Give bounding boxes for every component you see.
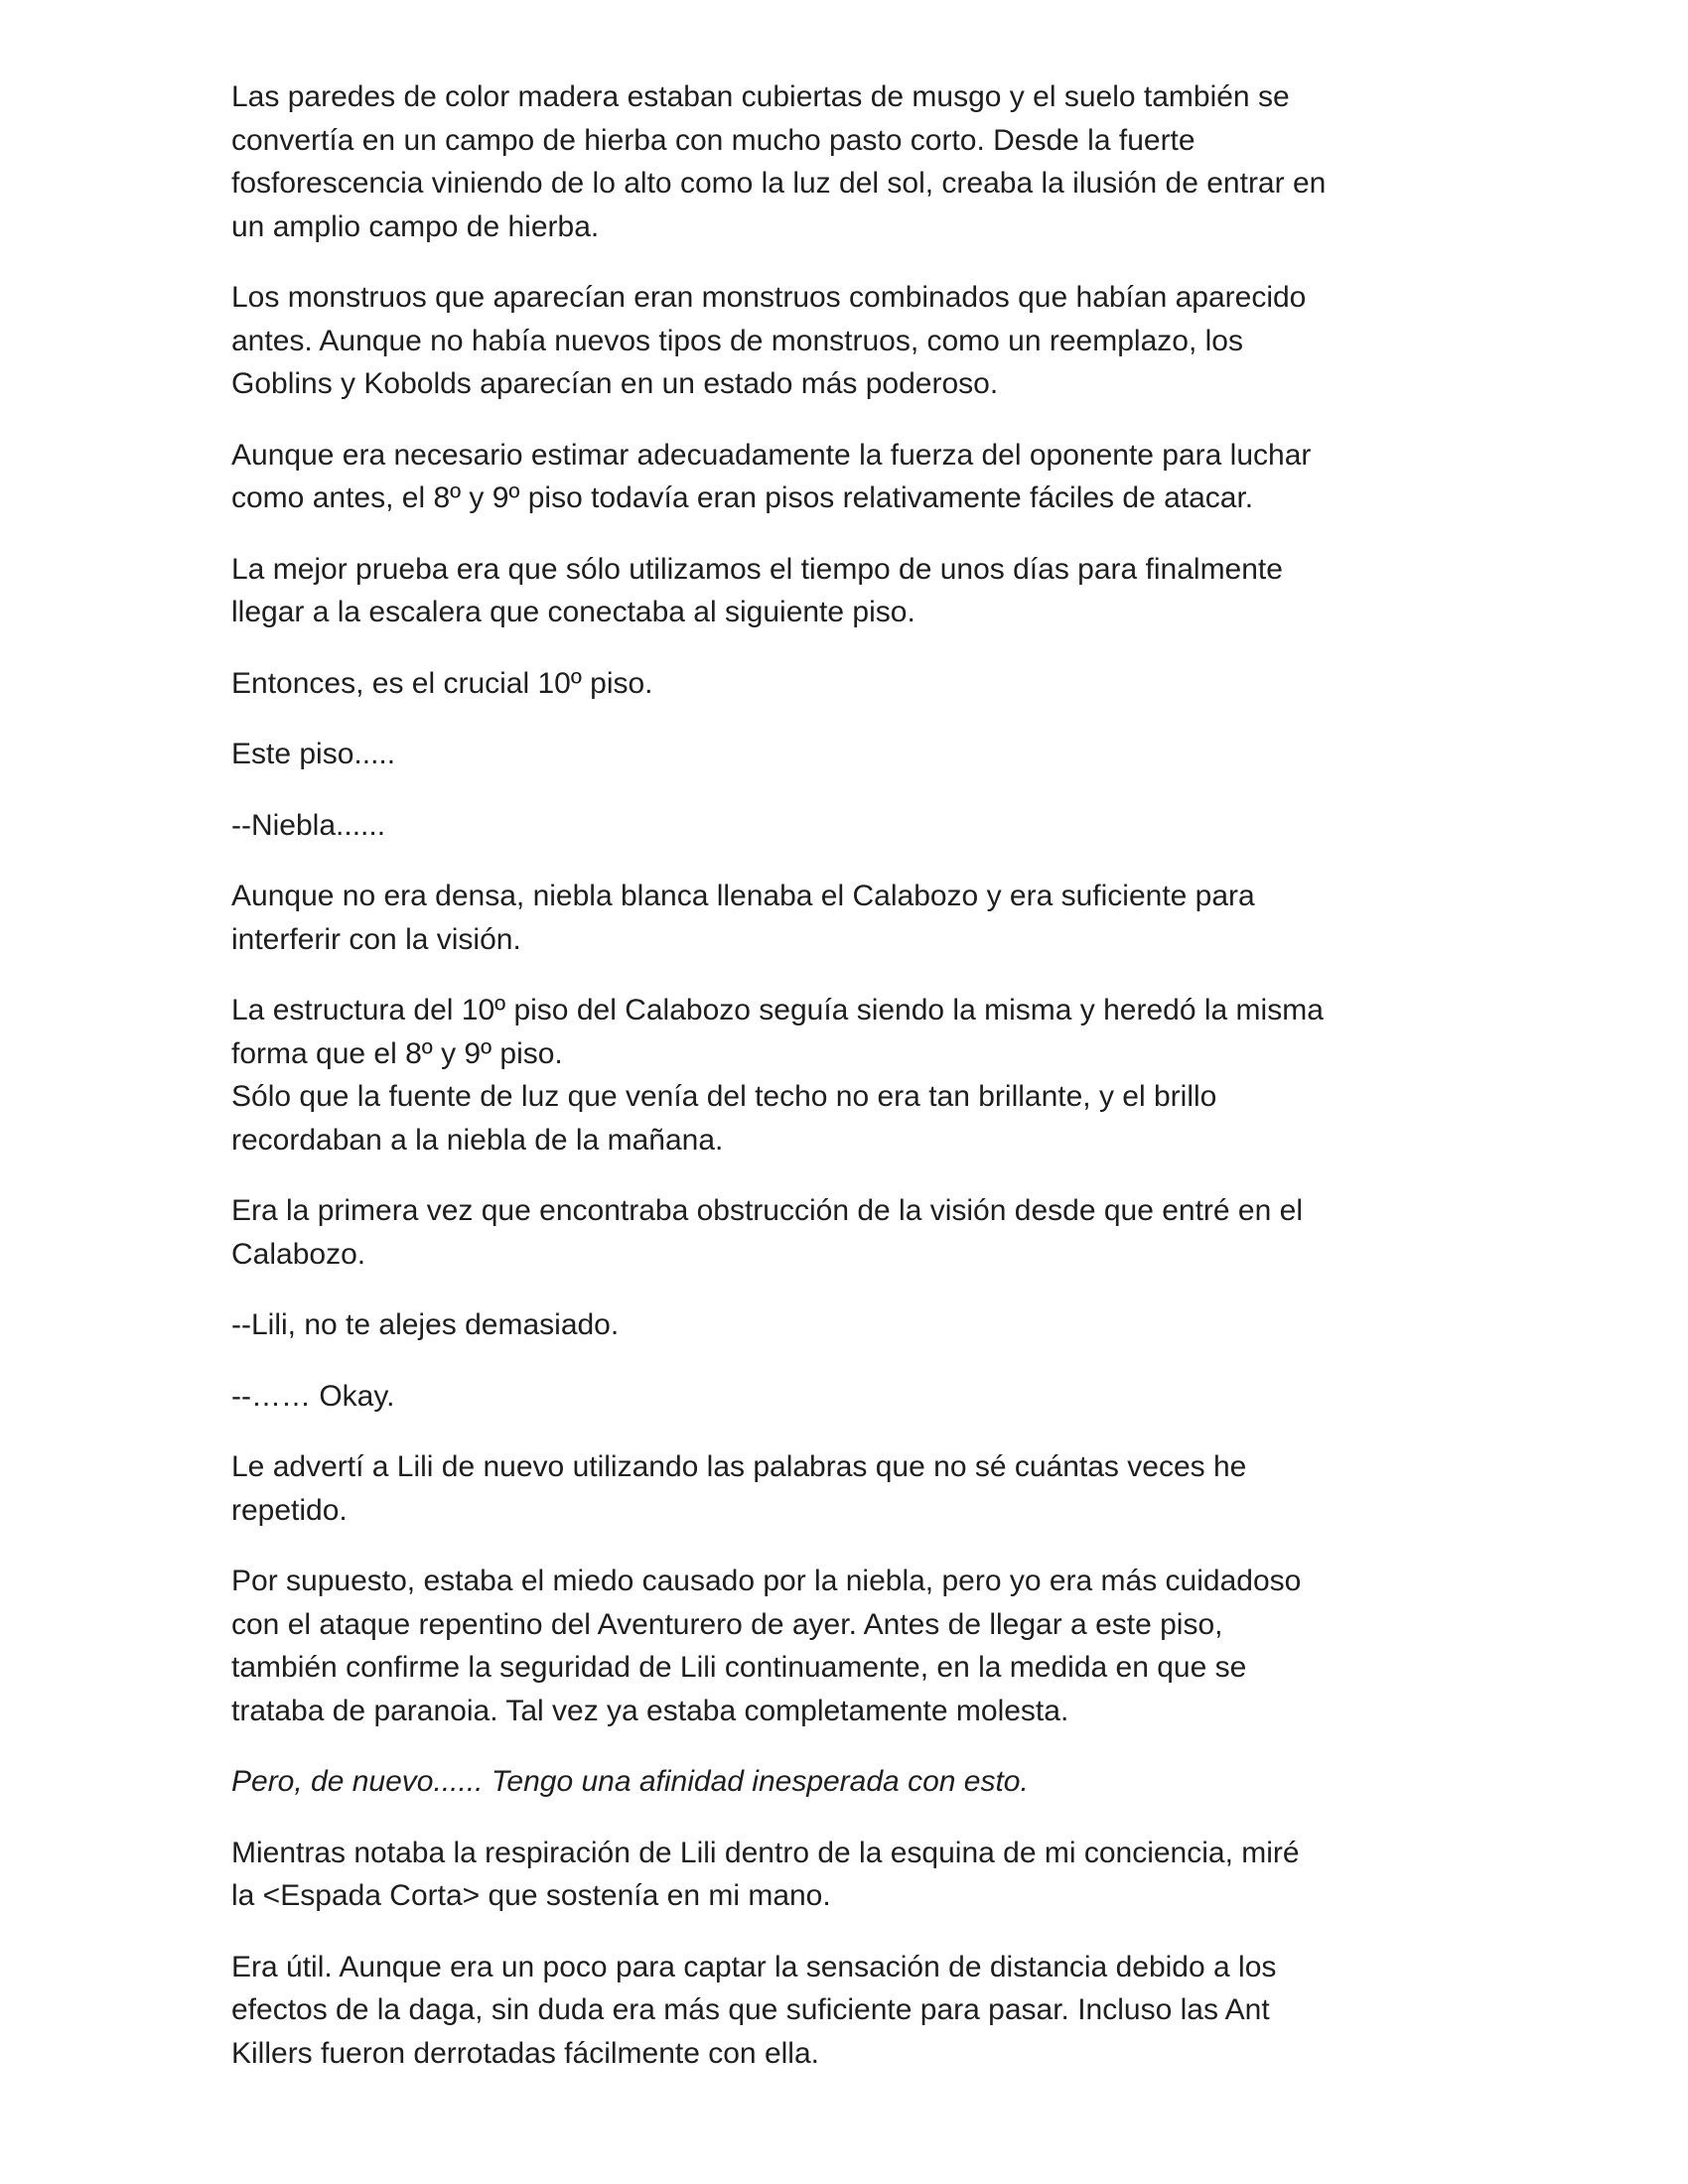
dialogue-line: --…… Okay. [231,1379,395,1413]
paragraph: Por supuesto, estaba el miedo causado por la niebla, pero yo era más cuidadoso con el ataque repentino del Aventurero de ayer. Antes de llegar a este piso, también confirme la seguridad de Lili continuamente, en la medida en que se trataba de paranoia. Tal vez ya estaba completamente molesta. [231,1565,1302,1727]
italic-thought: Pero, de nuevo...... Tengo una afinidad inesperada con esto. [231,1765,1029,1798]
document-page [231,75,1463,2103]
paragraph: Mientras notaba la respiración de Lili dentro de la esquina de mi conciencia, miré la <Espada Corta> que sostenía en mi mano. [231,1836,1300,1912]
dialogue-line: --Lili, no te alejes demasiado. [231,1308,620,1341]
paragraph: Aunque era necesario estimar adecuadamente la fuerza del oponente para luchar como antes, el 8º y 9º piso todavía eran pisos relativamente fáciles de atacar. [231,438,1312,514]
paragraph: La mejor prueba era que sólo utilizamos el tiempo de unos días para finalmente llegar a la escalera que conectaba al siguiente piso. [231,552,1283,628]
paragraph: Le advertí a Lili de nuevo utilizando las palabras que no sé cuántas veces he repetido. [231,1450,1247,1527]
dialogue-line: --Niebla...... [231,808,386,842]
paragraph: Las paredes de color madera estaban cubiertas de musgo y el suelo también se convertía en un campo de hierba con mucho pasto corto. Desde la fuerte fosforescencia viniendo de lo alto como la luz del sol, creaba la ilusión de entrar en un amplio campo de hierba. [231,80,1327,243]
paragraph: Este piso..... [231,738,396,770]
paragraph: Era la primera vez que encontraba obstrucción de la visión desde que entré en el Calabozo. [231,1194,1303,1271]
paragraph: Era útil. Aunque era un poco para captar la sensación de distancia debido a los efectos de la daga, sin duda era más que suficiente para pasar. Incluso las Ant Killers fueron derrotadas fácilmente con ella. [231,1950,1277,2070]
paragraph: La estructura del 10º piso del Calabozo seguía siendo la misma y heredó la misma forma que el 8º y 9º piso. Sólo que la fuente de luz que venía del techo no era tan brillante, y el brillo recordaban a la niebla de la mañana. [231,994,1324,1157]
paragraph: Los monstruos que aparecían eran monstruos combinados que habían aparecido antes. Aunque no había nuevos tipos de monstruos, como un reemplazo, los Goblins y Kobolds aparecían en un estado más poderoso. [231,281,1307,400]
paragraph: Aunque no era densa, niebla blanca llenaba el Calabozo y era suficiente para interferir con la visión. [231,880,1255,956]
paragraph: Entonces, es el crucial 10º piso. [231,666,653,700]
